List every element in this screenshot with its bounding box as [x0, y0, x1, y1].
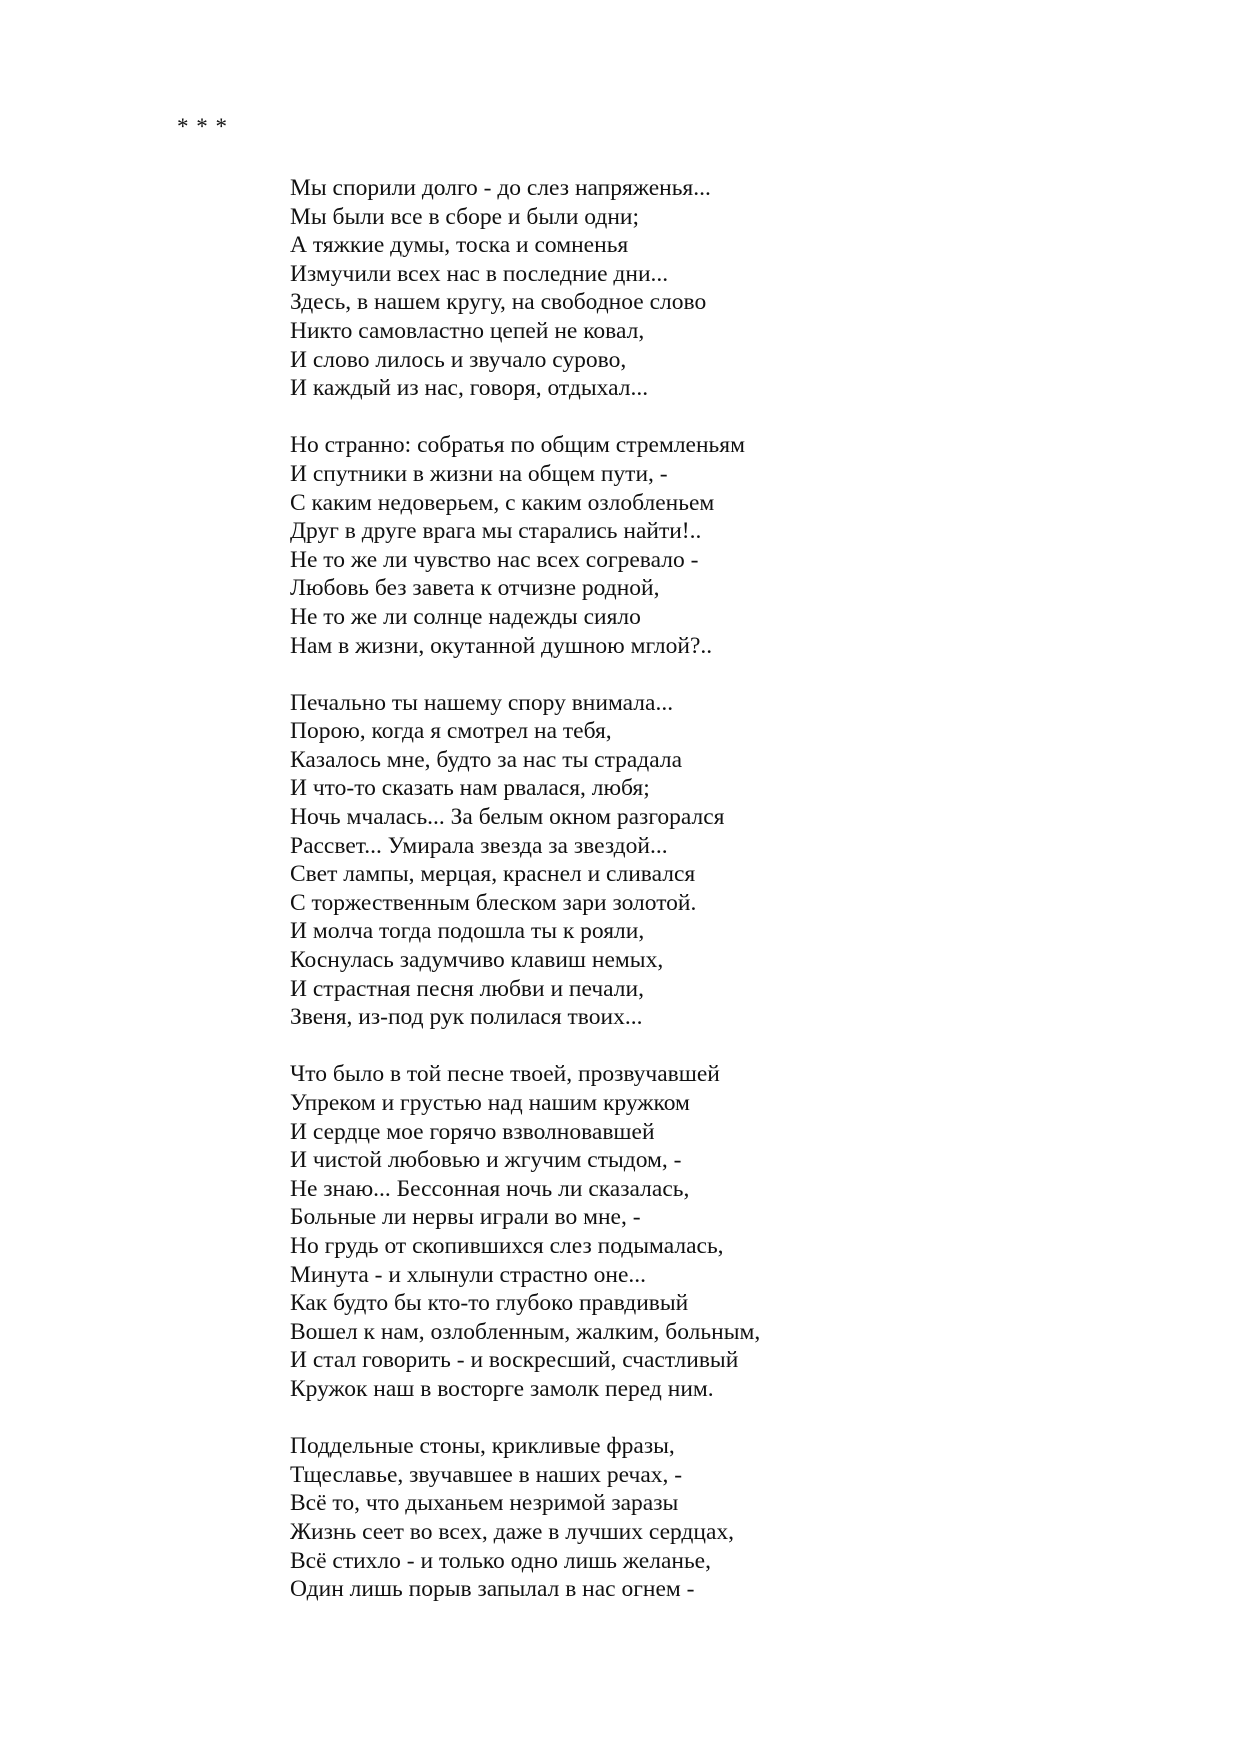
poem-line: С торжественным блеском зари золотой.	[290, 889, 697, 916]
stanza	[290, 431, 1190, 660]
poem-line: Казалось мне, будто за нас ты страдала	[290, 746, 683, 773]
poem-line: Любовь без завета к отчизне родной,	[290, 575, 660, 602]
poem-line: Что было в той песне твоей, прозвучавшей	[290, 1061, 720, 1088]
poem-line: Звеня, из-под рук полилася твоих...	[290, 1004, 643, 1031]
poem-line: Тщеславье, звучавшее в наших речах, -	[290, 1461, 683, 1488]
poem-line: И сердце мое горячо взволновавшей	[290, 1118, 655, 1145]
poem-line: Измучили всех нас в последние дни...	[290, 260, 669, 287]
poem-line: Рассвет... Умирала звезда за звездой...	[290, 832, 668, 859]
poem-line: Жизнь сеет во всех, даже в лучших сердцах,	[290, 1518, 735, 1545]
poem-line: Всё стихло - и только одно лишь желанье,	[290, 1547, 711, 1574]
poem-line: И что-то сказать нам рвалася, любя;	[290, 775, 650, 802]
poem-line: Никто самовластно цепей не ковал,	[290, 317, 645, 344]
poem-line: Мы были все в сборе и были одни;	[290, 203, 640, 230]
poem-line: И слово лилось и звучало сурово,	[290, 346, 627, 373]
stanza	[290, 1060, 1190, 1403]
poem-line: Как будто бы кто-то глубоко правдивый	[290, 1290, 689, 1317]
poem-line: Всё то, что дыханьем незримой заразы	[290, 1490, 679, 1517]
poem-line: Больные ли нервы играли во мне, -	[290, 1204, 641, 1231]
stanza	[290, 689, 1190, 1032]
poem-line: Ночь мчалась... За белым окном разгорался	[290, 804, 725, 831]
poem-line: Не то же ли чувство нас всех согревало -	[290, 546, 699, 573]
section-separator: * * *	[177, 114, 228, 139]
poem-line: Свет лампы, мерцая, краснел и сливался	[290, 861, 696, 888]
poem-line: Поддельные стоны, крикливые фразы,	[290, 1433, 675, 1460]
poem-line: И чистой любовью и жгучим стыдом, -	[290, 1147, 682, 1174]
poem-line: Мы спорили долго - до слез напряженья...	[290, 175, 711, 201]
poem-line: И страстная песня любви и печали,	[290, 975, 644, 1002]
poem-line: Коснулась задумчиво клавиш немых,	[290, 947, 664, 974]
poem-line: Не знаю... Бессонная ночь ли сказалась,	[290, 1175, 690, 1202]
stanza	[290, 174, 1190, 403]
poem-line: И стал говорить - и воскресший, счастливый	[290, 1347, 739, 1374]
poem-line: Нам в жизни, окутанной душною мглой?..	[290, 632, 713, 659]
poem-line: И молча тогда подошла ты к рояли,	[290, 918, 645, 945]
poem-line: Упреком и грустью над нашим кружком	[290, 1090, 690, 1116]
poem-line: И спутники в жизни на общем пути, -	[290, 460, 668, 487]
poem-line: Но странно: собратья по общим стремленьям	[290, 432, 745, 459]
poem-line: Здесь, в нашем кругу, на свободное слово	[290, 289, 707, 316]
poem-line: Друг в друге врага мы старались найти!..	[290, 518, 702, 545]
poem-line: Не то же ли солнце надежды сияло	[290, 603, 641, 630]
poem-line: Кружок наш в восторге замолк перед ним.	[290, 1375, 714, 1402]
stanza	[290, 1432, 1190, 1604]
poem-line: Вошел к нам, озлобленным, жалким, больным,	[290, 1318, 761, 1345]
poem-line: С каким недоверьем, с каким озлобленьем	[290, 489, 715, 516]
poem-line: Но грудь от скопившихся слез подымалась,	[290, 1232, 724, 1259]
poem-body	[290, 174, 1190, 1632]
poem-line: Минута - и хлынули страстно оне...	[290, 1261, 646, 1288]
poem-line: И каждый из нас, говоря, отдыхал...	[290, 375, 649, 402]
poem-line: А тяжкие думы, тоска и сомненья	[290, 232, 629, 259]
poem-line: Один лишь порыв запылал в нас огнем -	[290, 1576, 695, 1603]
poem-line: Печально ты нашему спору внимала...	[290, 689, 674, 716]
poem-line: Порою, когда я смотрел на тебя,	[290, 718, 612, 745]
